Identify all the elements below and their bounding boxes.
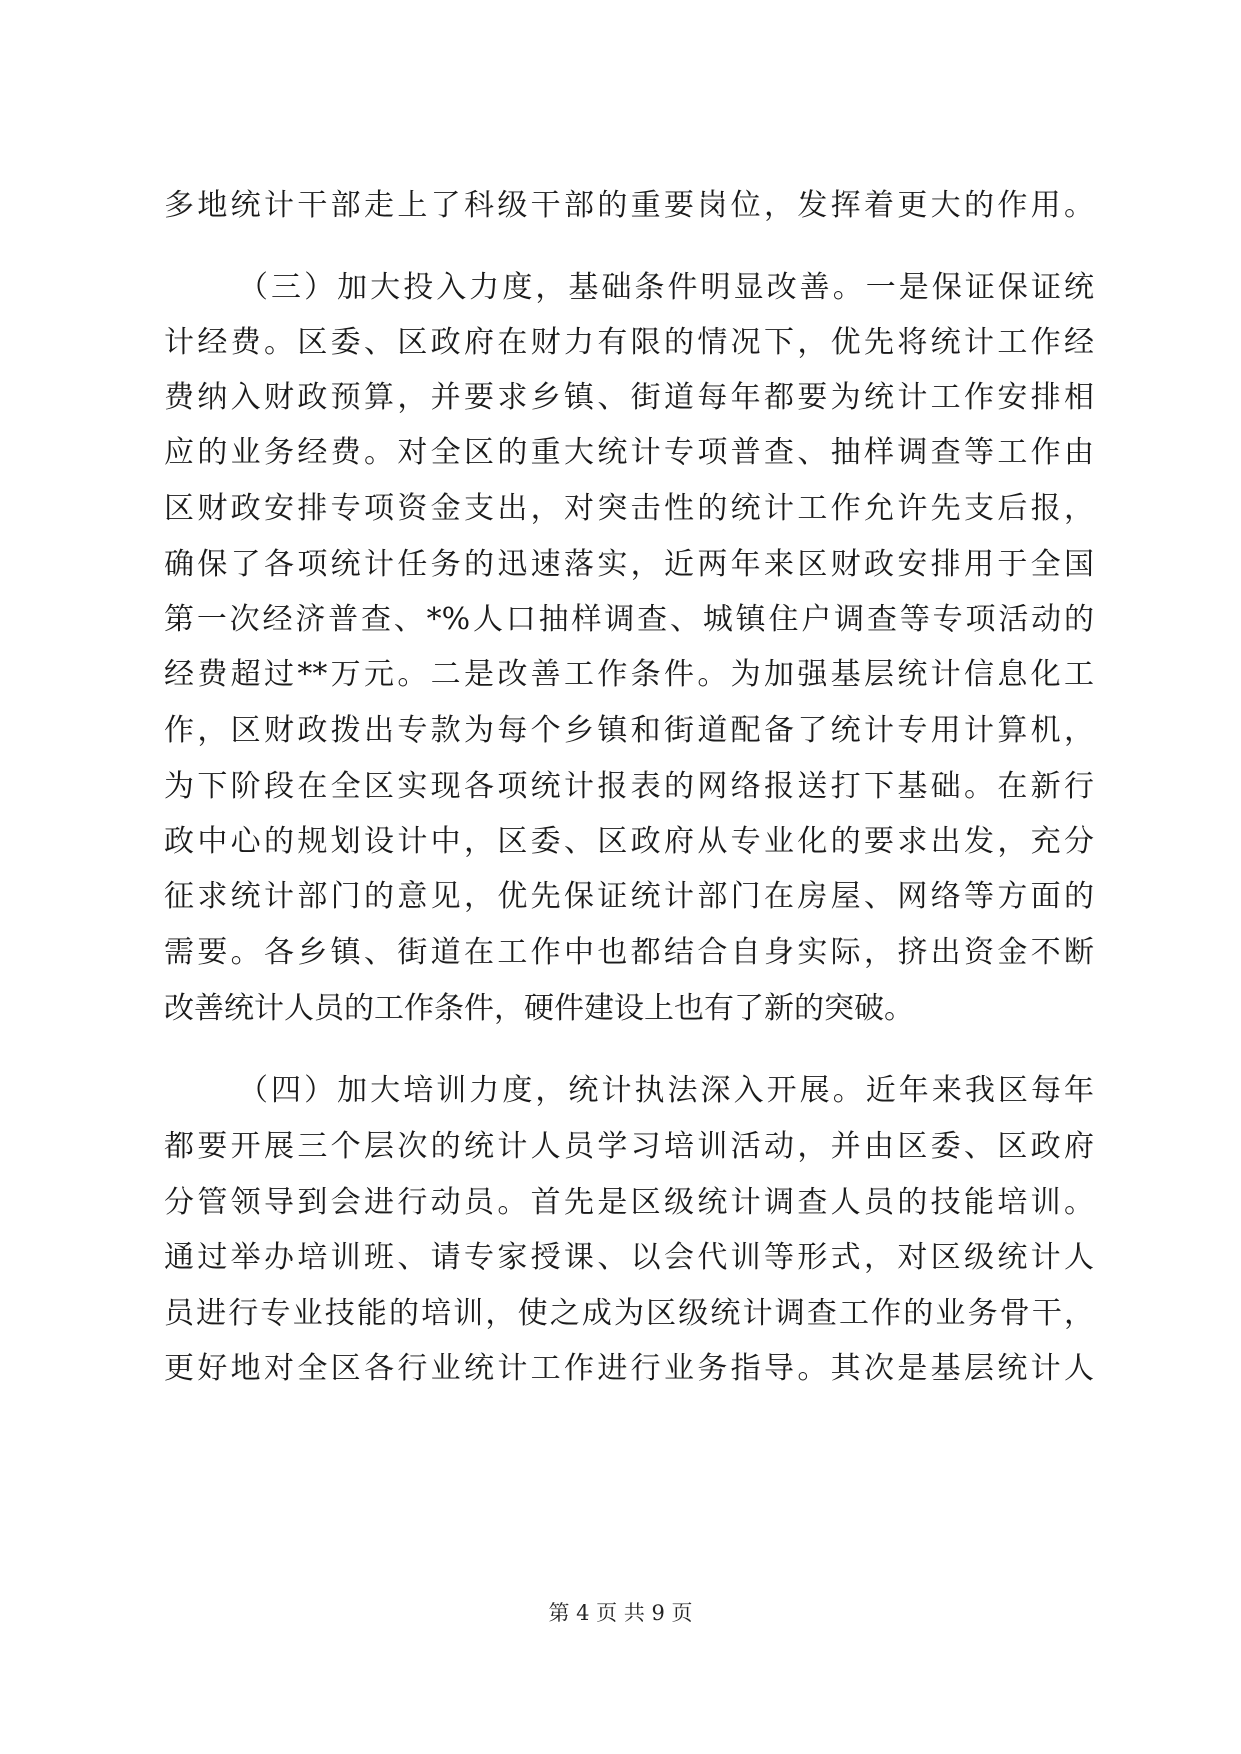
body-line-9: 经费超过**万元。二是改善工作条件。为加强基层统计信息化工 xyxy=(164,657,1094,692)
body-line-12: 政中心的规划设计中，区委、区政府从专业化的要求出发，充分 xyxy=(164,824,1094,859)
section-three-heading-line: （三）加大投入力度，基础条件明显改善。一是保证保证统 xyxy=(238,270,1094,305)
body-line-6: 区财政安排专项资金支出，对突击性的统计工作允许先支后报， xyxy=(164,491,1094,526)
body-line-7: 确保了各项统计任务的迅速落实，近两年来区财政安排用于全国 xyxy=(164,547,1094,582)
body-line-15: 改善统计人员的工作条件，硬件建设上也有了新的突破。 xyxy=(164,991,914,1026)
body-line-20: 员进行专业技能的培训，使之成为区级统计调查工作的业务骨干， xyxy=(164,1296,1094,1331)
body-line-14: 需要。各乡镇、街道在工作中也都结合自身实际，挤出资金不断 xyxy=(164,935,1094,970)
body-line-18: 分管领导到会进行动员。首先是区级统计调查人员的技能培训。 xyxy=(164,1185,1094,1220)
body-line-3: 计经费。区委、区政府在财力有限的情况下，优先将统计工作经 xyxy=(164,325,1094,360)
body-line-5: 应的业务经费。对全区的重大统计专项普查、抽样调查等工作由 xyxy=(164,435,1094,470)
section-four-heading-line: （四）加大培训力度，统计执法深入开展。近年来我区每年 xyxy=(238,1073,1094,1108)
body-line-4: 费纳入财政预算，并要求乡镇、街道每年都要为统计工作安排相 xyxy=(164,380,1094,415)
body-line-1: 多地统计干部走上了科级干部的重要岗位，发挥着更大的作用。 xyxy=(164,188,1094,223)
body-line-11: 为下阶段在全区实现各项统计报表的网络报送打下基础。在新行 xyxy=(164,769,1094,804)
body-line-19: 通过举办培训班、请专家授课、以会代训等形式，对区级统计人 xyxy=(164,1240,1094,1275)
body-line-17: 都要开展三个层次的统计人员学习培训活动，并由区委、区政府 xyxy=(164,1129,1094,1164)
body-line-8: 第一次经济普查、*%人口抽样调查、城镇住户调查等专项活动的 xyxy=(164,602,1094,637)
body-line-13: 征求统计部门的意见，优先保证统计部门在房屋、网络等方面的 xyxy=(164,879,1094,914)
page-footer: 第 4 页 共 9 页 xyxy=(548,1601,693,1625)
body-line-21: 更好地对全区各行业统计工作进行业务指导。其次是基层统计人 xyxy=(164,1351,1094,1386)
body-line-10: 作，区财政拨出专款为每个乡镇和街道配备了统计专用计算机， xyxy=(164,713,1094,748)
